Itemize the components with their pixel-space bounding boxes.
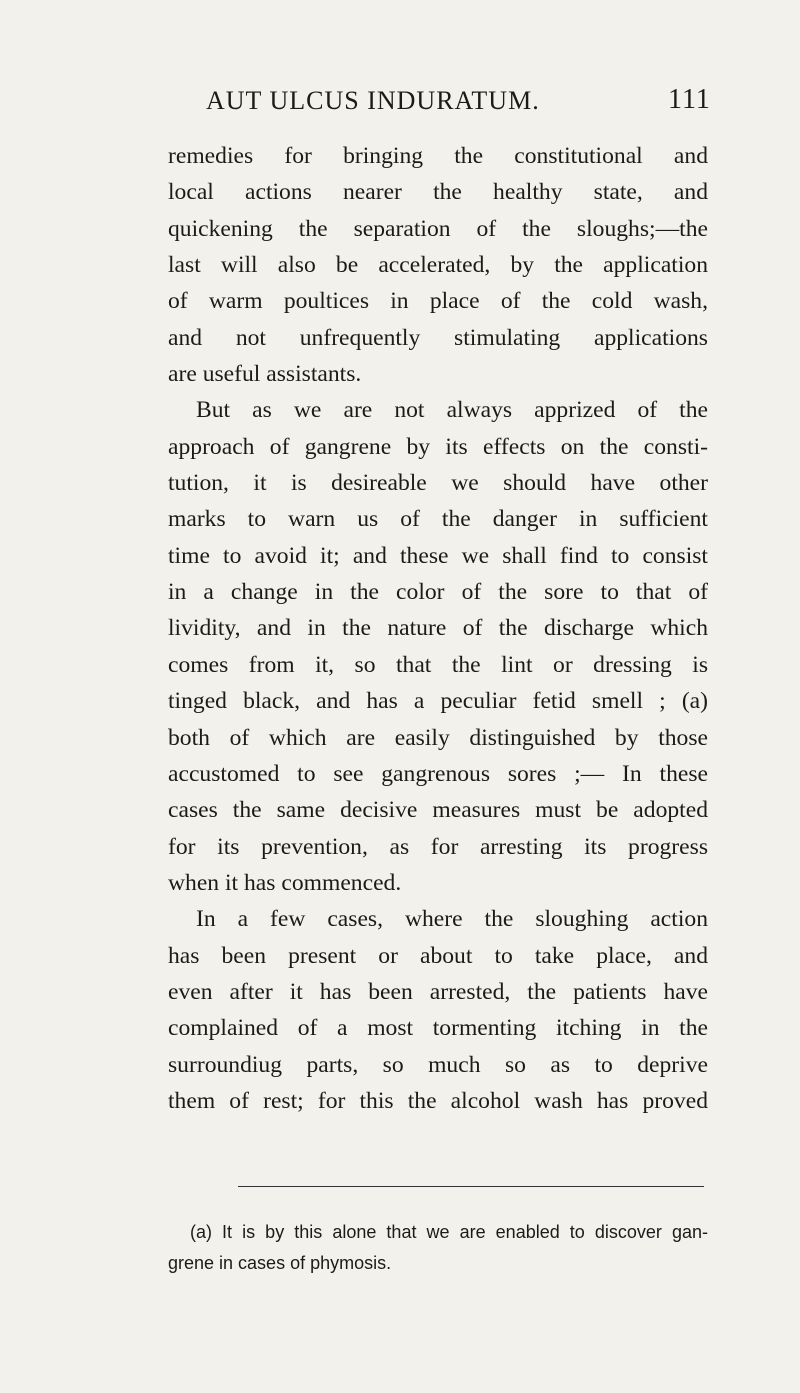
text-line: lividity, and in the nature of the discharge which [168, 615, 708, 642]
text-line: of warm poultices in place of the cold wash, [168, 288, 708, 315]
text-line: local actions nearer the healthy state, and [168, 179, 708, 206]
text-line: last will also be accelerated, by the application [168, 252, 708, 279]
body-text [168, 138, 708, 1119]
text-line: for its prevention, as for arresting its progress [168, 833, 708, 860]
text-line: quickening the separation of the sloughs;—the [168, 215, 708, 242]
footnote [168, 1217, 708, 1279]
text-line: tinged black, and has a peculiar fetid smell ; (a) [168, 688, 708, 715]
footnote-line: grene in cases of phymosis. [168, 1253, 392, 1273]
text-line: and not unfrequently stimulating applications [168, 324, 708, 351]
text-line: both of which are easily distinguished by those [168, 724, 708, 751]
text-line: in a change in the color of the sore to that of [168, 579, 708, 606]
text-line: tution, it is desireable we should have other [168, 470, 708, 497]
text-line: In a few cases, where the sloughing action [196, 906, 708, 933]
text-line: them of rest; for this the alcohol wash has proved [168, 1087, 708, 1114]
text-line: marks to warn us of the danger in sufficient [168, 506, 708, 533]
text-line: remedies for bringing the constitutional and [168, 143, 708, 169]
running-title: AUT ULCUS INDURATUM. [206, 86, 540, 115]
page-header [206, 84, 711, 116]
text-line: has been present or about to take place, and [168, 942, 708, 969]
text-line: accustomed to see gangrenous sores ;— In these [168, 760, 708, 787]
text-line: time to avoid it; and these we shall find to consist [168, 542, 708, 569]
text-line: cases the same decisive measures must be adopted [168, 797, 708, 824]
text-line: are useful assistants. [168, 361, 362, 388]
text-line: even after it has been arrested, the patients have [168, 978, 708, 1005]
text-line: approach of gangrene by its effects on the consti- [168, 433, 708, 460]
text-line: surroundiug parts, so much so as to deprive [168, 1051, 708, 1078]
footnote-rule [238, 1186, 704, 1187]
text-line: But as we are not always apprized of the [196, 397, 708, 424]
text-line: when it has commenced. [168, 869, 402, 896]
footnote-line: (a) It is by this alone that we are enabled to discover gan- [190, 1222, 708, 1242]
text-line: comes from it, so that the lint or dressing is [168, 651, 708, 678]
page-number: 111 [668, 84, 711, 115]
text-line: complained of a most tormenting itching in the [168, 1015, 708, 1042]
